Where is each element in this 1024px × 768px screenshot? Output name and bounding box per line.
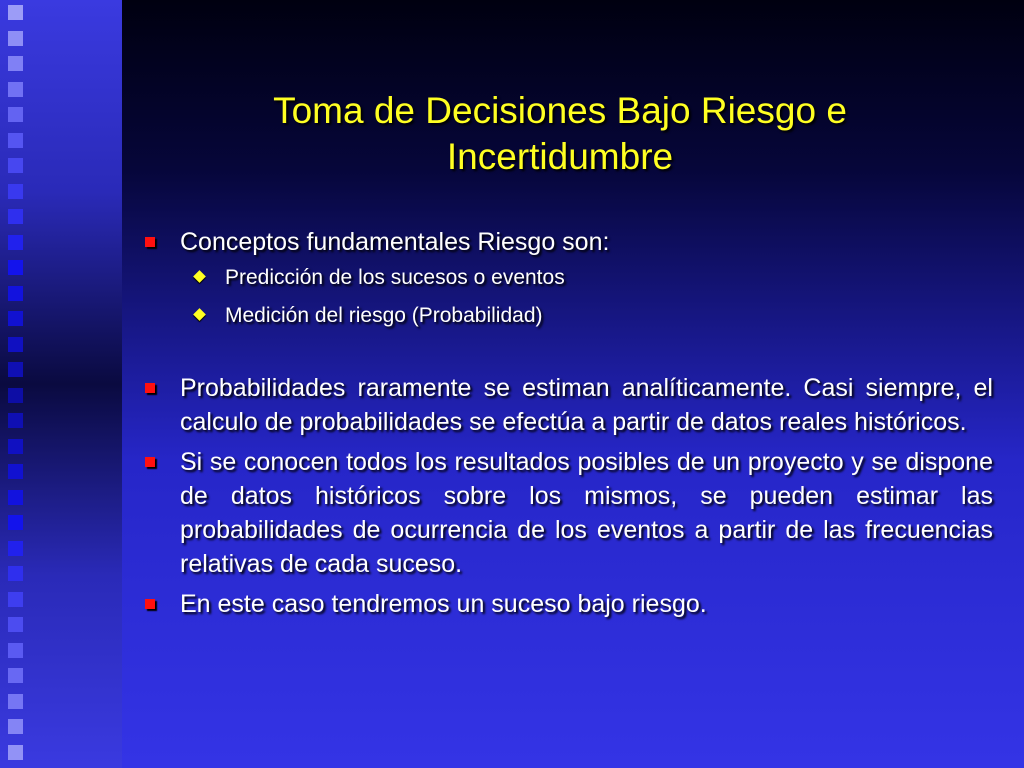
decorative-square-icon	[8, 209, 23, 224]
decorative-squares-column	[8, 0, 26, 768]
decorative-square-icon	[8, 31, 23, 46]
bullet-text: Probabilidades raramente se estiman analíticamente. Casi siempre, el calculo de probabilidades se efectúa a partir de datos reales históricos.	[180, 374, 993, 436]
decorative-square-icon	[8, 643, 23, 658]
decorative-square-icon	[8, 439, 23, 454]
bullet-item	[145, 225, 993, 259]
decorative-square-icon	[8, 337, 23, 352]
decorative-square-icon	[8, 413, 23, 428]
slide-title	[170, 88, 950, 180]
decorative-square-icon	[8, 694, 23, 709]
decorative-square-icon	[8, 464, 23, 479]
decorative-square-icon	[8, 158, 23, 173]
yellow-diamond-bullet-icon	[193, 308, 206, 321]
decorative-square-icon	[8, 286, 23, 301]
yellow-diamond-bullet-icon	[193, 270, 206, 283]
decorative-square-icon	[8, 719, 23, 734]
bullet-item	[145, 587, 993, 621]
decorative-square-icon	[8, 617, 23, 632]
decorative-square-icon	[8, 592, 23, 607]
bullet-list	[145, 225, 993, 621]
slide-title-line-2: Incertidumbre	[446, 136, 674, 177]
decorative-square-icon	[8, 82, 23, 97]
red-square-bullet-icon	[145, 599, 155, 609]
red-square-bullet-icon	[145, 383, 155, 393]
decorative-square-icon	[8, 235, 23, 250]
decorative-square-icon	[8, 260, 23, 275]
decorative-square-icon	[8, 490, 23, 505]
decorative-square-icon	[8, 5, 23, 20]
left-decorative-strip	[0, 0, 122, 768]
sub-bullet-text: Medición del riesgo (Probabilidad)	[225, 304, 543, 327]
bullet-text: Conceptos fundamentales Riesgo son:	[180, 228, 610, 256]
decorative-square-icon	[8, 133, 23, 148]
bullet-text: En este caso tendremos un suceso bajo riesgo.	[180, 590, 707, 618]
sub-bullet-text: Predicción de los sucesos o eventos	[225, 266, 565, 289]
decorative-square-icon	[8, 668, 23, 683]
decorative-square-icon	[8, 515, 23, 530]
red-square-bullet-icon	[145, 457, 155, 467]
decorative-square-icon	[8, 388, 23, 403]
bullet-text: Si se conocen todos los resultados posibles de un proyecto y se dispone de datos históricos sobre los mismos, se pueden estimar las probabilidades de ocurrencia de los eventos a partir de las frecuencias relativas de cada suceso.	[180, 448, 993, 578]
decorative-square-icon	[8, 745, 23, 760]
red-square-bullet-icon	[145, 237, 155, 247]
bullet-item	[145, 445, 993, 581]
decorative-square-icon	[8, 541, 23, 556]
decorative-square-icon	[8, 184, 23, 199]
decorative-square-icon	[8, 311, 23, 326]
sub-bullet-item	[145, 259, 993, 297]
decorative-square-icon	[8, 566, 23, 581]
slide-title-line-1: Toma de Decisiones Bajo Riesgo e	[273, 90, 847, 131]
bullet-item	[145, 371, 993, 439]
decorative-square-icon	[8, 362, 23, 377]
decorative-square-icon	[8, 107, 23, 122]
sub-bullet-item	[145, 297, 993, 335]
decorative-square-icon	[8, 56, 23, 71]
